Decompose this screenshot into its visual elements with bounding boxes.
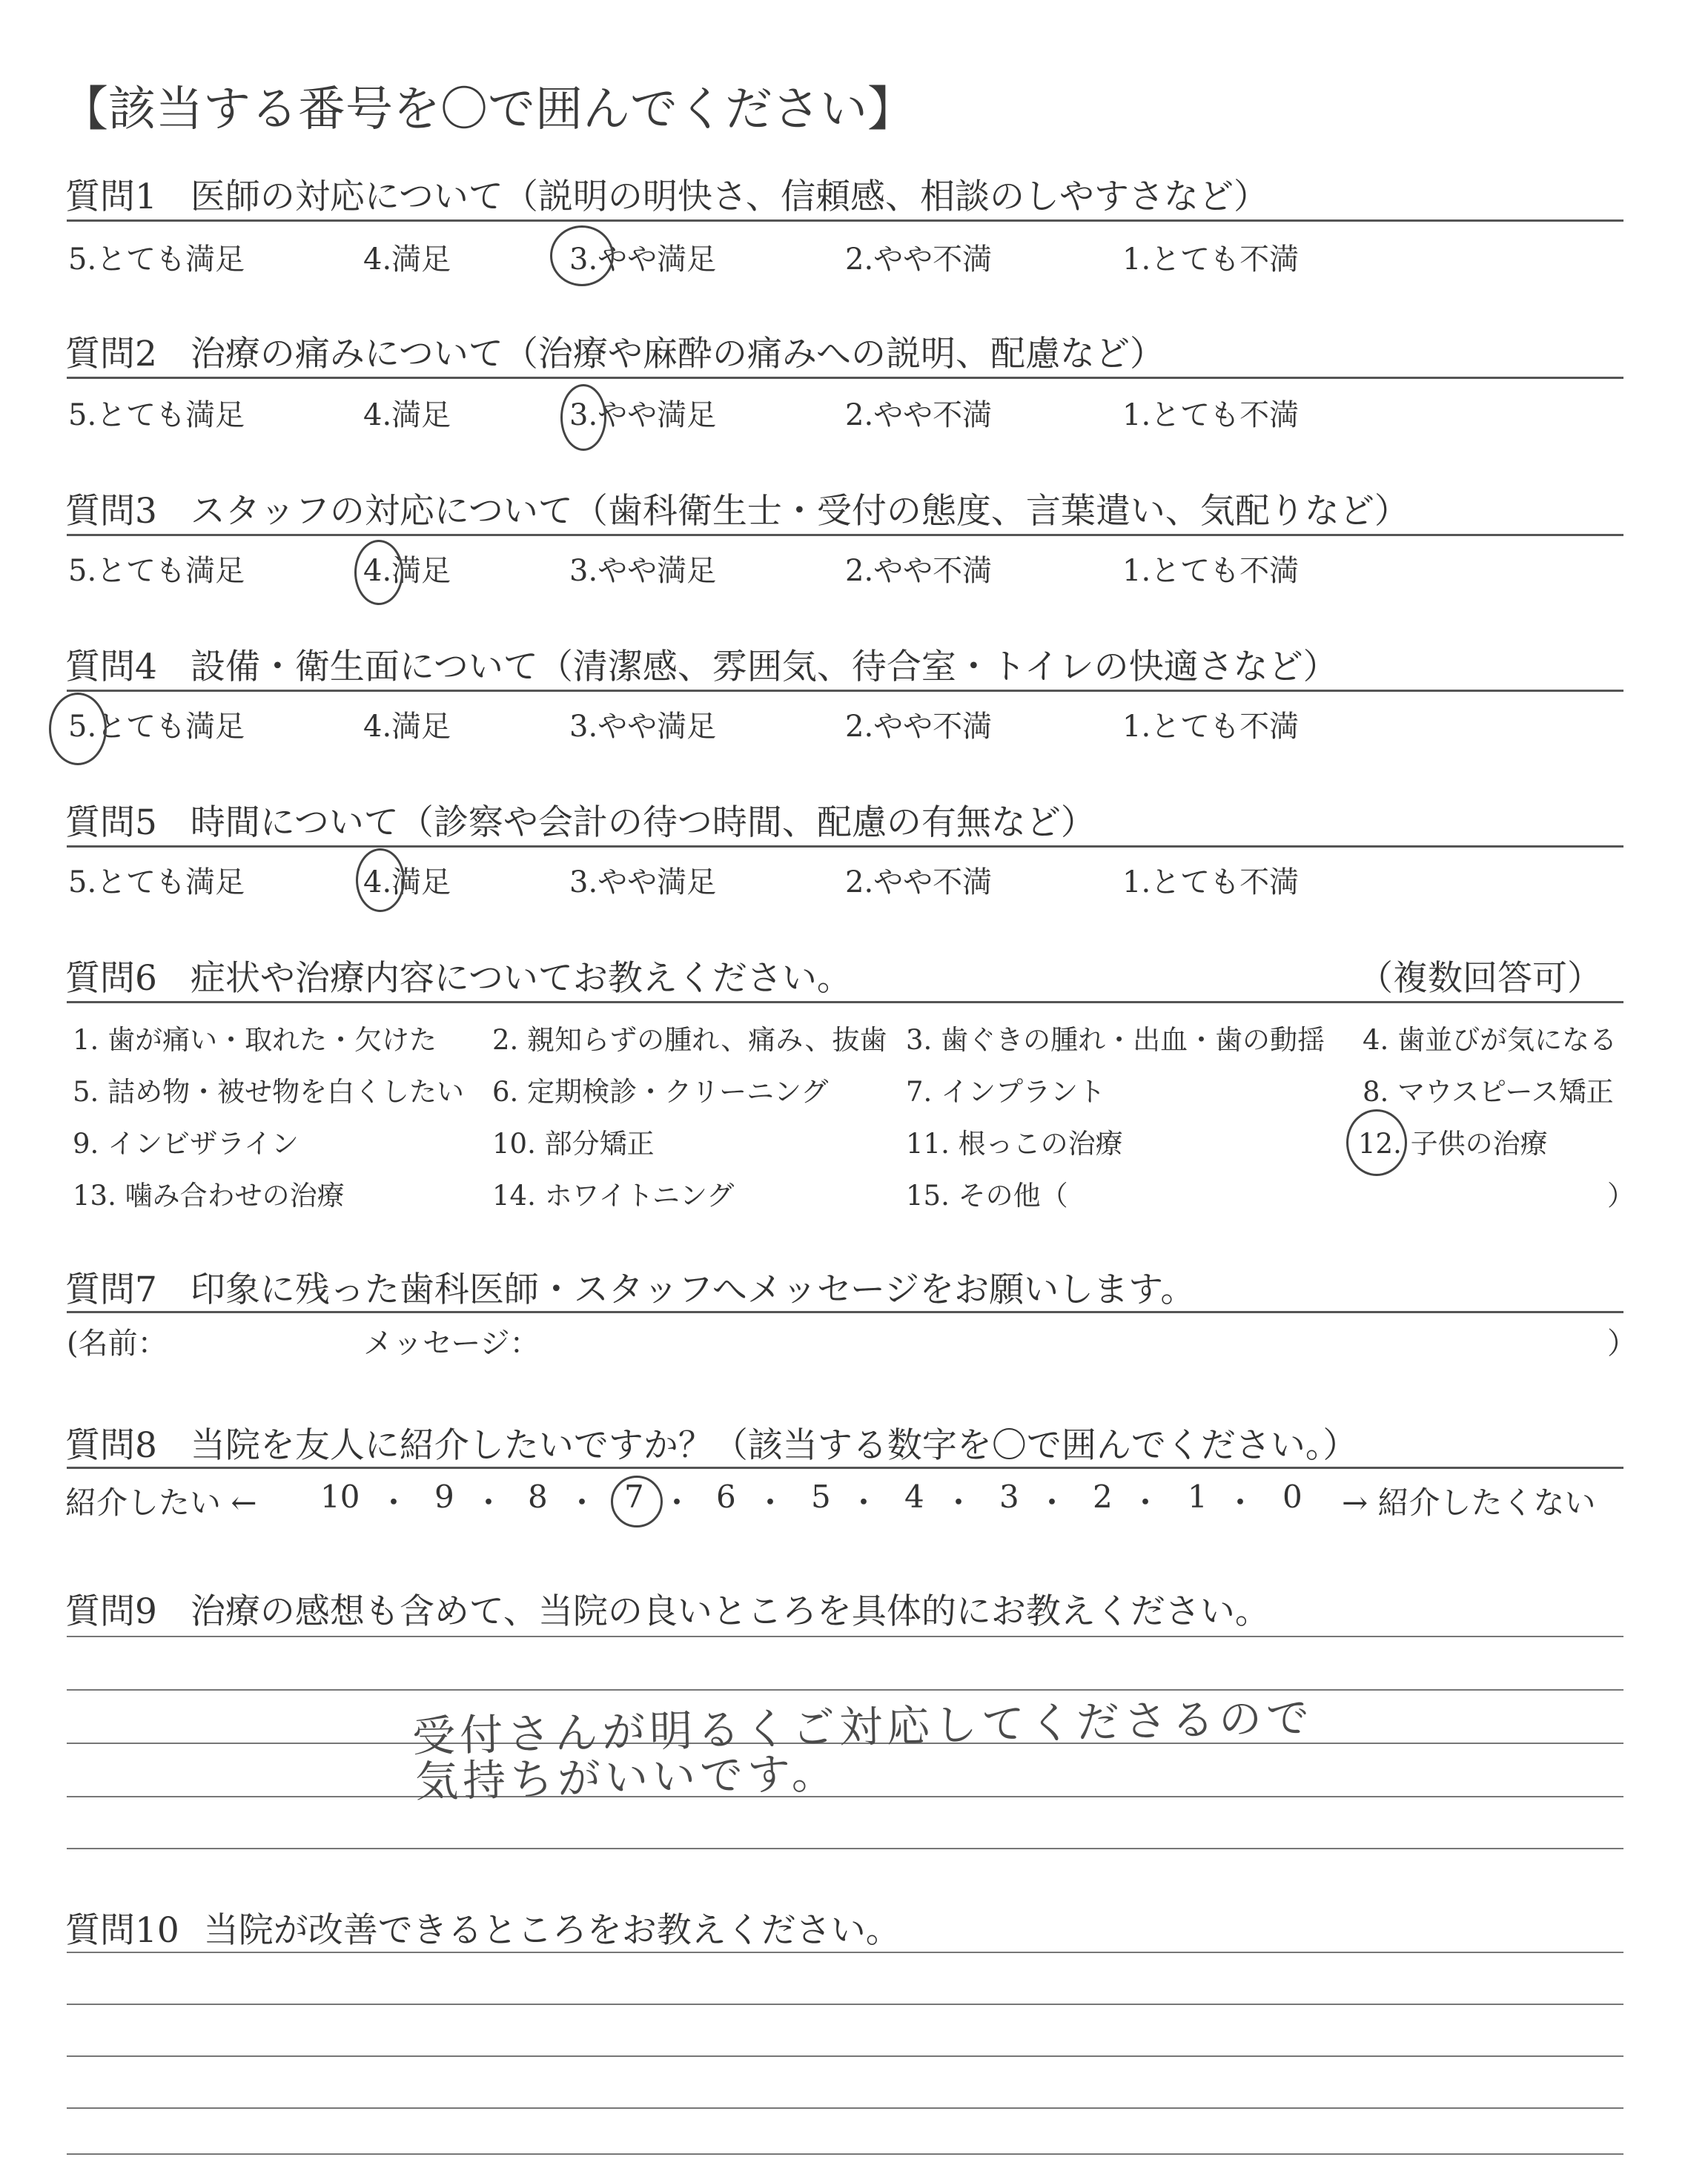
question-label: 質問9 [65, 1591, 157, 1632]
scale-separator: ・ [943, 1484, 975, 1521]
q4-option-2[interactable]: 2.やや不満 [845, 710, 993, 744]
answer-line [67, 2055, 1623, 2057]
answer-line [67, 1848, 1623, 1849]
divider [67, 1001, 1623, 1003]
q1-option-5[interactable]: 5.とても満足 [68, 242, 245, 277]
answer-line [67, 1689, 1623, 1691]
form-title: 【該当する番号を〇で囲んでください】 [61, 82, 915, 137]
q6-option-7[interactable]: 7. インプラント [906, 1076, 1106, 1108]
question-1 [65, 169, 1268, 219]
divider [67, 845, 1623, 848]
scale-6[interactable]: 6 [716, 1479, 736, 1515]
scale-separator: ・ [1036, 1484, 1068, 1521]
message-close: ） [1607, 1327, 1637, 1361]
name-label: (名前： [67, 1327, 168, 1361]
message-label: メッセージ： [363, 1327, 540, 1361]
divider [67, 377, 1623, 379]
q6-option-4[interactable]: 4. 歯並びが気になる [1363, 1024, 1618, 1056]
q6-other-close: ） [1607, 1180, 1635, 1212]
multiple-answers-note: （複数回答可） [1358, 958, 1602, 999]
selection-circle [611, 1476, 663, 1527]
q5-option-4[interactable]: 4.満足 [363, 865, 451, 899]
q6-option-2[interactable]: 2. 親知らずの腫れ、痛み、抜歯 [492, 1024, 887, 1056]
scale-10[interactable]: 10 [320, 1479, 360, 1515]
scale-separator: ・ [1225, 1484, 1257, 1521]
scale-8[interactable]: 8 [528, 1479, 548, 1515]
question-label: 質問4 [65, 647, 157, 687]
scale-0[interactable]: 0 [1282, 1479, 1302, 1515]
q4-option-3[interactable]: 3.やや満足 [569, 710, 717, 744]
q4-option-1[interactable]: 1.とても不満 [1122, 710, 1300, 744]
answer-line [67, 1952, 1623, 1953]
q1-option-4[interactable]: 4.満足 [363, 242, 451, 277]
question-3 [65, 483, 1409, 533]
question-text: 医師の対応について（説明の明快さ、信頼感、相談のしやすさなど） [190, 176, 1269, 217]
q6-option-1[interactable]: 1. 歯が痛い・取れた・欠けた [73, 1024, 437, 1056]
q6-option-14[interactable]: 14. ホワイトニング [492, 1180, 735, 1212]
divider [67, 534, 1623, 536]
q3-option-2[interactable]: 2.やや不満 [845, 554, 993, 588]
handwritten-answer-line-2: 気持ちがいいです。 [414, 1748, 840, 1807]
selection-circle [560, 384, 606, 451]
question-text: スタッフの対応について（歯科衛生士・受付の態度、言葉遣い、気配りなど） [190, 491, 1409, 532]
answer-line [67, 2004, 1623, 2005]
question-6 [65, 951, 852, 1000]
scale-separator: ・ [378, 1484, 410, 1521]
q6-option-9[interactable]: 9. インビザライン [73, 1128, 299, 1160]
q2-option-1[interactable]: 1.とても不満 [1122, 398, 1300, 432]
q1-option-3[interactable]: 3.やや満足 [569, 242, 717, 277]
question-9 [65, 1584, 1270, 1634]
q3-option-5[interactable]: 5.とても満足 [68, 554, 245, 588]
question-label: 質問6 [65, 958, 157, 999]
q4-option-5[interactable]: 5.とても満足 [68, 710, 245, 744]
answer-line [67, 2153, 1623, 2155]
q5-option-3[interactable]: 3.やや満足 [569, 865, 717, 899]
question-10 [65, 1903, 901, 1952]
recommend-right-label: → 紹介したくない [1342, 1484, 1596, 1521]
question-text: 当院を友人に紹介したいですか？（該当する数字を〇で囲んでください。） [190, 1425, 1358, 1466]
selection-circle [49, 693, 107, 765]
q1-option-1[interactable]: 1.とても不満 [1122, 242, 1300, 277]
q1-option-2[interactable]: 2.やや不満 [845, 242, 993, 277]
question-label: 質問8 [65, 1425, 157, 1466]
divider [67, 690, 1623, 692]
q3-option-1[interactable]: 1.とても不満 [1122, 554, 1300, 588]
question-5 [65, 795, 1096, 845]
q3-option-4[interactable]: 4.満足 [363, 554, 451, 588]
scale-3[interactable]: 3 [999, 1479, 1019, 1515]
q6-option-11[interactable]: 11. 根っこの治療 [906, 1128, 1123, 1160]
scale-separator: ・ [661, 1484, 693, 1521]
question-text: 治療の痛みについて（治療や麻酔の痛みへの説明、配慮など） [190, 334, 1165, 374]
scale-7[interactable]: 7 [624, 1479, 644, 1515]
question-text: 印象に残った歯科医師・スタッフへメッセージをお願いします。 [190, 1269, 1196, 1310]
answer-line [67, 1796, 1623, 1797]
question-label: 質問2 [65, 334, 157, 374]
handwritten-answer-line-1: 受付さんが明るくご対応してくださるので [411, 1692, 1314, 1762]
q6-option-15[interactable]: 15. その他（ [906, 1180, 1068, 1212]
scale-separator: ・ [848, 1484, 880, 1521]
q6-option-10[interactable]: 10. 部分矯正 [492, 1128, 655, 1160]
q2-option-4[interactable]: 4.満足 [363, 398, 451, 432]
q5-option-5[interactable]: 5.とても満足 [68, 865, 245, 899]
answer-line [67, 2107, 1623, 2109]
answer-line [67, 1636, 1623, 1637]
question-text: 治療の感想も含めて、当院の良いところを具体的にお教えください。 [190, 1591, 1270, 1632]
scale-2[interactable]: 2 [1093, 1479, 1113, 1515]
q5-option-1[interactable]: 1.とても不満 [1122, 865, 1300, 899]
q6-option-6[interactable]: 6. 定期検診・クリーニング [492, 1076, 829, 1108]
scale-9[interactable]: 9 [434, 1479, 454, 1515]
divider [67, 1311, 1623, 1313]
selection-circle [356, 848, 405, 912]
q4-option-4[interactable]: 4.満足 [363, 710, 451, 744]
question-2 [65, 326, 1165, 376]
q6-option-3[interactable]: 3. 歯ぐきの腫れ・出血・歯の動揺 [906, 1024, 1325, 1056]
question-text: 時間について（診察や会計の待つ時間、配慮の有無など） [190, 802, 1096, 843]
q2-option-2[interactable]: 2.やや不満 [845, 398, 993, 432]
q6-option-5[interactable]: 5. 詰め物・被せ物を白くしたい [73, 1076, 465, 1108]
question-text: 設備・衛生面について（清潔感、雰囲気、待合室・トイレの快適さなど） [190, 647, 1338, 687]
selection-circle [1346, 1109, 1407, 1176]
scale-separator: ・ [566, 1484, 598, 1521]
divider [67, 219, 1623, 222]
question-label: 質問10 [65, 1910, 179, 1951]
q3-option-3[interactable]: 3.やや満足 [569, 554, 717, 588]
q2-option-5[interactable]: 5.とても満足 [68, 398, 245, 432]
recommend-left-label: 紹介したい ← [65, 1484, 257, 1521]
question-label: 質問1 [65, 176, 157, 217]
selection-circle [354, 540, 403, 605]
question-4 [65, 639, 1338, 689]
selection-circle [550, 225, 614, 286]
scale-separator: ・ [755, 1484, 787, 1521]
q5-option-2[interactable]: 2.やや不満 [845, 865, 993, 899]
scale-separator: ・ [473, 1484, 505, 1521]
scale-separator: ・ [1130, 1484, 1162, 1521]
scale-1[interactable]: 1 [1188, 1479, 1208, 1515]
question-label: 質問7 [65, 1269, 157, 1310]
question-8 [65, 1418, 1357, 1467]
scale-5[interactable]: 5 [811, 1479, 831, 1515]
question-label: 質問3 [65, 491, 157, 532]
q6-option-8[interactable]: 8. マウスピース矯正 [1363, 1076, 1614, 1108]
question-label: 質問5 [65, 802, 157, 843]
question-7 [65, 1262, 1195, 1312]
q6-option-13[interactable]: 13. 噛み合わせの治療 [73, 1180, 345, 1212]
divider [67, 1467, 1623, 1469]
question-text: 当院が改善できるところをお教えください。 [203, 1910, 901, 1951]
q6-option-12[interactable]: 12. 子供の治療 [1358, 1128, 1548, 1160]
question-text: 症状や治療内容についてお教えください。 [190, 958, 852, 999]
q2-option-3[interactable]: 3.やや満足 [569, 398, 717, 432]
scale-4[interactable]: 4 [904, 1479, 924, 1515]
